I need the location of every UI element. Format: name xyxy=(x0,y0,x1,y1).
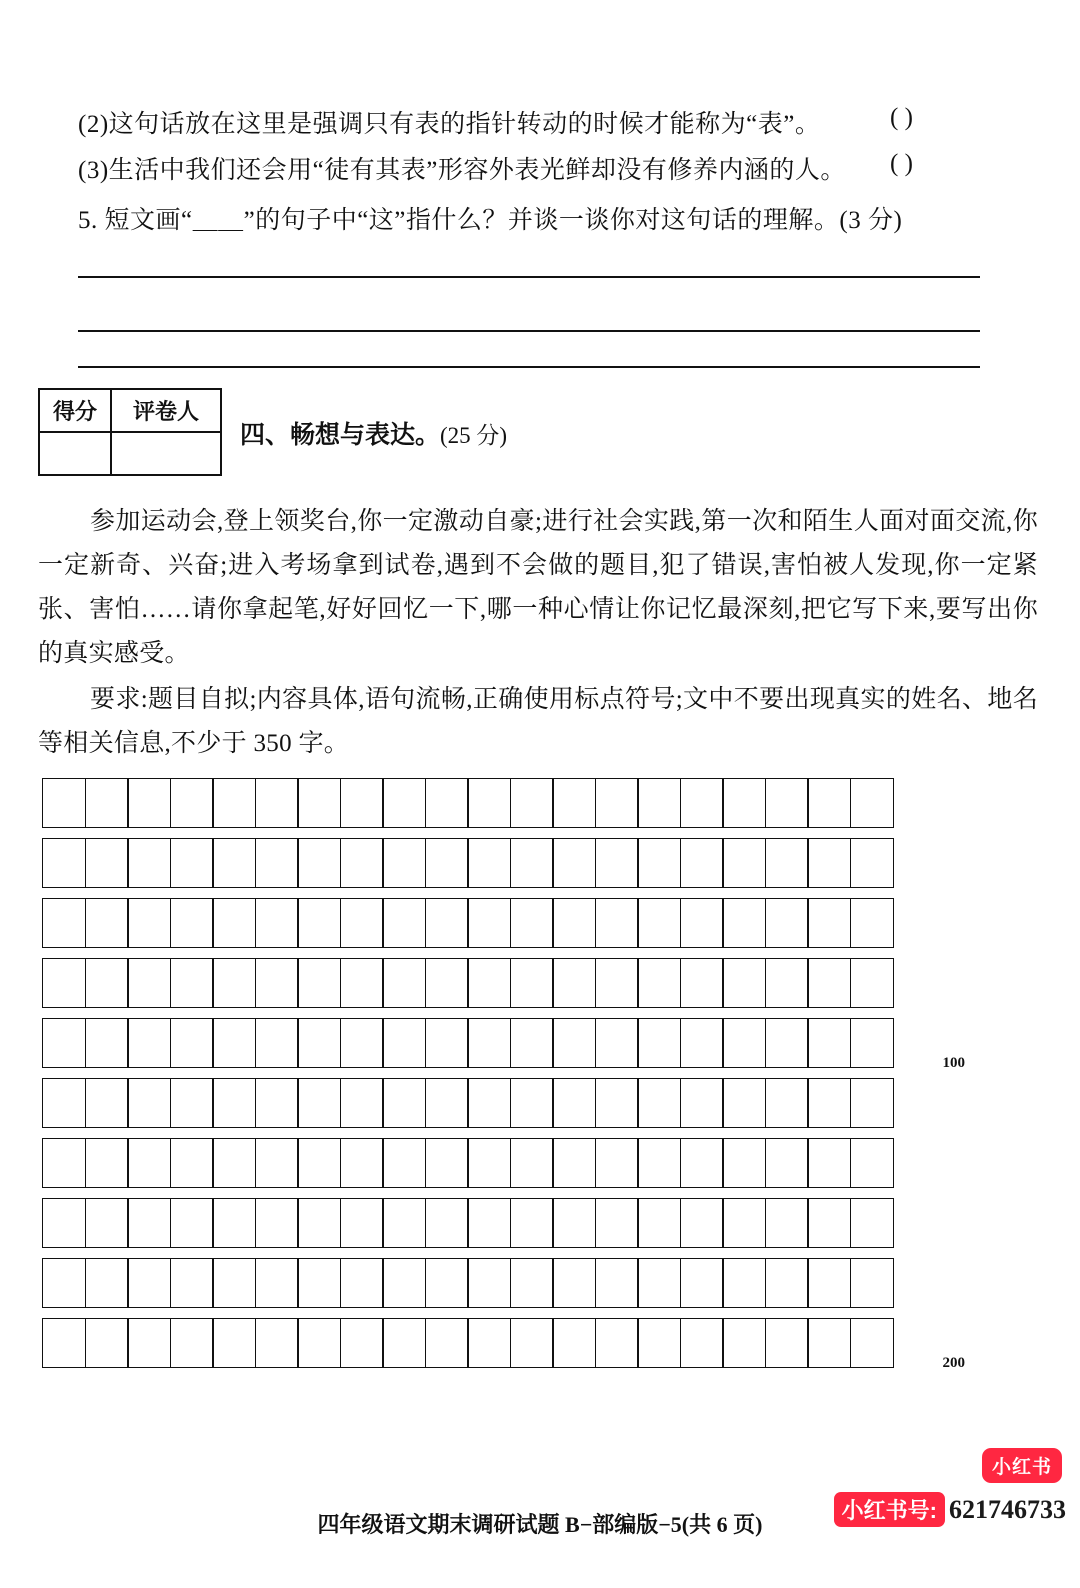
writing-grid-cell[interactable] xyxy=(170,1138,214,1188)
writing-grid-cell[interactable] xyxy=(382,1018,426,1068)
writing-grid-cell[interactable] xyxy=(510,838,554,888)
writing-grid-cell[interactable] xyxy=(382,1138,426,1188)
writing-grid-cell[interactable] xyxy=(680,1078,724,1128)
writing-grid-cell[interactable] xyxy=(467,958,511,1008)
writing-grid-cell[interactable] xyxy=(467,1018,511,1068)
writing-grid-cell[interactable] xyxy=(765,1318,809,1368)
writing-grid[interactable] xyxy=(42,778,968,1371)
writing-grid-cell[interactable] xyxy=(42,1078,86,1128)
writing-grid-cell[interactable] xyxy=(595,958,639,1008)
writing-grid-cell[interactable] xyxy=(255,1078,299,1128)
writing-grid-cell[interactable] xyxy=(765,1258,809,1308)
writing-grid-cell[interactable] xyxy=(127,778,171,828)
xiaohongshu-id-tag: 小红书号: xyxy=(834,1492,945,1527)
writing-grid-cell[interactable] xyxy=(680,1138,724,1188)
writing-grid-cell[interactable] xyxy=(170,838,214,888)
writing-grid-cell[interactable] xyxy=(850,838,894,888)
writing-grid-cell[interactable] xyxy=(382,958,426,1008)
section-title xyxy=(240,415,507,451)
writing-grid-cell[interactable] xyxy=(552,898,596,948)
writing-grid-cell[interactable] xyxy=(127,838,171,888)
page-footer: 四年级语文期末调研试题 B−部编版−5(共 6 页) xyxy=(317,1512,763,1537)
writing-grid-cell[interactable] xyxy=(85,778,129,828)
xiaohongshu-id-number: 621746733 xyxy=(949,1495,1066,1524)
writing-grid-cell[interactable] xyxy=(807,1078,851,1128)
writing-grid-cell[interactable] xyxy=(807,1138,851,1188)
writing-grid-cell[interactable] xyxy=(680,898,724,948)
writing-grid-cell[interactable] xyxy=(595,1138,639,1188)
writing-grid-row[interactable] xyxy=(42,1258,968,1308)
writing-grid-cell[interactable] xyxy=(340,838,384,888)
prompt-paragraph-2: 要求:题目自拟;内容具体,语句流畅,正确使用标点符号;文中不要出现真实的姓名、地名等相关信息,不少于 350 字。 xyxy=(38,686,1038,757)
writing-grid-cell[interactable] xyxy=(552,838,596,888)
writing-grid-cell[interactable] xyxy=(722,898,766,948)
writing-grid-cell[interactable] xyxy=(680,838,724,888)
writing-grid-cell[interactable] xyxy=(425,898,469,948)
writing-grid-cell[interactable] xyxy=(722,958,766,1008)
writing-grid-cell[interactable] xyxy=(510,1078,554,1128)
writing-grid-cell[interactable] xyxy=(255,898,299,948)
writing-grid-cell[interactable] xyxy=(127,1018,171,1068)
writing-grid-count-label: 200 xyxy=(942,1355,965,1371)
writing-grid-cell[interactable] xyxy=(510,1258,554,1308)
writing-grid-cell[interactable] xyxy=(127,958,171,1008)
writing-grid-cell[interactable] xyxy=(595,1198,639,1248)
writing-grid-cell[interactable] xyxy=(680,1258,724,1308)
writing-grid-cell[interactable] xyxy=(510,1198,554,1248)
writing-grid-cell[interactable] xyxy=(255,1258,299,1308)
writing-grid-cell[interactable] xyxy=(722,1138,766,1188)
writing-grid-cell[interactable] xyxy=(212,1318,256,1368)
writing-grid-cell[interactable] xyxy=(722,1078,766,1128)
writing-grid-cell[interactable] xyxy=(467,898,511,948)
writing-grid-cell[interactable] xyxy=(212,1138,256,1188)
writing-grid-cell[interactable] xyxy=(850,1138,894,1188)
prompt-paragraph-1: 参加运动会,登上领奖台,你一定激动自豪;进行社会实践,第一次和陌生人面对面交流,你一定新奇、兴奋;进入考场拿到试卷,遇到不会做的题目,犯了错误,害怕被人发现,你一定紧张、害怕……请你拿起笔,好好回忆一下,哪一种心情让你记忆最深刻,把它写下来,要写出你的真实感受。 xyxy=(38,508,1038,667)
writing-grid-cell[interactable] xyxy=(807,1018,851,1068)
writing-grid-cell[interactable] xyxy=(467,1078,511,1128)
writing-grid-cell[interactable] xyxy=(510,778,554,828)
writing-grid-cell[interactable] xyxy=(637,1018,681,1068)
score-box-header-row xyxy=(40,390,220,433)
writing-grid-cell[interactable] xyxy=(552,1318,596,1368)
writing-grid-cell[interactable] xyxy=(85,1138,129,1188)
writing-grid-cell[interactable] xyxy=(255,1318,299,1368)
writing-grid-cell[interactable] xyxy=(297,958,341,1008)
writing-grid-cell[interactable] xyxy=(85,898,129,948)
writing-grid-cell[interactable] xyxy=(127,898,171,948)
writing-grid-cell[interactable] xyxy=(595,898,639,948)
writing-grid-cell[interactable] xyxy=(722,838,766,888)
writing-grid-cell[interactable] xyxy=(212,1018,256,1068)
writing-grid-row[interactable] xyxy=(42,778,968,828)
writing-grid-cell[interactable] xyxy=(42,838,86,888)
writing-grid-cell[interactable] xyxy=(425,1318,469,1368)
question-3-answer-paren: ( ) xyxy=(890,150,913,177)
writing-grid-cell[interactable] xyxy=(637,778,681,828)
writing-grid-cell[interactable] xyxy=(637,1318,681,1368)
writing-grid-cell[interactable] xyxy=(722,778,766,828)
writing-grid-cell[interactable] xyxy=(467,778,511,828)
writing-grid-cell[interactable] xyxy=(850,1018,894,1068)
writing-grid-cell[interactable] xyxy=(637,958,681,1008)
writing-grid-cell[interactable] xyxy=(807,1318,851,1368)
writing-grid-cell[interactable] xyxy=(425,1078,469,1128)
writing-grid-cell[interactable] xyxy=(850,778,894,828)
writing-grid-cell[interactable] xyxy=(765,1198,809,1248)
writing-grid-cell[interactable] xyxy=(467,1198,511,1248)
writing-grid-cell[interactable] xyxy=(85,1198,129,1248)
writing-grid-cell[interactable] xyxy=(42,898,86,948)
writing-grid-cell[interactable] xyxy=(85,1078,129,1128)
writing-grid-cell[interactable] xyxy=(85,838,129,888)
answer-line-1 xyxy=(78,276,980,278)
writing-grid-cell[interactable] xyxy=(510,1318,554,1368)
xiaohongshu-id xyxy=(834,1492,1066,1527)
writing-grid-cell[interactable] xyxy=(637,838,681,888)
writing-grid-cell[interactable] xyxy=(212,1078,256,1128)
writing-grid-cell[interactable] xyxy=(467,1138,511,1188)
writing-grid-cell[interactable] xyxy=(340,1258,384,1308)
writing-grid-cell[interactable] xyxy=(765,838,809,888)
question-3-text: (3)生活中我们还会用“徒有其表”形容外表光鲜却没有修养内涵的人。 xyxy=(78,157,846,184)
writing-grid-cell[interactable] xyxy=(85,1318,129,1368)
writing-grid-cell[interactable] xyxy=(340,1138,384,1188)
writing-grid-cell[interactable] xyxy=(595,838,639,888)
writing-grid-cell[interactable] xyxy=(42,1198,86,1248)
writing-grid-cell[interactable] xyxy=(382,898,426,948)
score-label: 得分 xyxy=(40,390,112,431)
writing-grid-cell[interactable] xyxy=(85,1018,129,1068)
writing-grid-cell[interactable] xyxy=(212,838,256,888)
writing-grid-cell[interactable] xyxy=(425,1138,469,1188)
writing-grid-cell[interactable] xyxy=(850,1258,894,1308)
writing-grid-cell[interactable] xyxy=(382,838,426,888)
writing-grid-cell[interactable] xyxy=(297,1318,341,1368)
question-2-answer-paren: ( ) xyxy=(890,104,913,131)
writing-grid-cell[interactable] xyxy=(340,1318,384,1368)
writing-grid-cell[interactable] xyxy=(255,838,299,888)
writing-grid-cell[interactable] xyxy=(467,838,511,888)
writing-grid-cell[interactable] xyxy=(127,1318,171,1368)
writing-grid-cell[interactable] xyxy=(42,1258,86,1308)
writing-grid-cell[interactable] xyxy=(170,1198,214,1248)
writing-grid-cell[interactable] xyxy=(382,1318,426,1368)
writing-grid-cell[interactable] xyxy=(212,898,256,948)
writing-grid-cell[interactable] xyxy=(637,1138,681,1188)
writing-grid-cell[interactable] xyxy=(510,898,554,948)
writing-grid-cell[interactable] xyxy=(765,958,809,1008)
writing-grid-cell[interactable] xyxy=(42,778,86,828)
writing-grid-cell[interactable] xyxy=(850,1318,894,1368)
writing-grid-cell[interactable] xyxy=(552,1258,596,1308)
writing-grid-cell[interactable] xyxy=(510,1018,554,1068)
writing-grid-cell[interactable] xyxy=(340,1198,384,1248)
writing-grid-cell[interactable] xyxy=(127,1138,171,1188)
writing-grid-cell[interactable] xyxy=(340,1078,384,1128)
writing-grid-cell[interactable] xyxy=(552,1078,596,1128)
section-points: (25 分) xyxy=(440,423,508,448)
writing-grid-cell[interactable] xyxy=(425,1018,469,1068)
writing-grid-row[interactable] xyxy=(42,898,968,948)
writing-grid-cell[interactable] xyxy=(850,1078,894,1128)
writing-grid-cell[interactable] xyxy=(42,958,86,1008)
writing-grid-cell[interactable] xyxy=(552,958,596,1008)
writing-grid-cell[interactable] xyxy=(212,778,256,828)
score-box xyxy=(38,388,222,476)
writing-grid-cell[interactable] xyxy=(680,1318,724,1368)
writing-grid-cell[interactable] xyxy=(297,1078,341,1128)
writing-grid-cell[interactable] xyxy=(85,958,129,1008)
writing-grid-cell[interactable] xyxy=(680,778,724,828)
writing-grid-cell[interactable] xyxy=(807,898,851,948)
writing-grid-cell[interactable] xyxy=(255,958,299,1008)
writing-grid-cell[interactable] xyxy=(680,958,724,1008)
writing-grid-cell[interactable] xyxy=(212,958,256,1008)
writing-grid-cell[interactable] xyxy=(552,1198,596,1248)
writing-grid-cell[interactable] xyxy=(807,958,851,1008)
writing-grid-cell[interactable] xyxy=(255,778,299,828)
writing-grid-cell[interactable] xyxy=(85,1258,129,1308)
writing-grid-cell[interactable] xyxy=(552,1018,596,1068)
writing-grid-cell[interactable] xyxy=(297,1198,341,1248)
writing-grid-cell[interactable] xyxy=(340,778,384,828)
writing-grid-cell[interactable] xyxy=(382,1078,426,1128)
writing-grid-cell[interactable] xyxy=(170,1018,214,1068)
writing-grid-cell[interactable] xyxy=(297,1138,341,1188)
writing-grid-cell[interactable] xyxy=(127,1078,171,1128)
writing-grid-cell[interactable] xyxy=(127,1198,171,1248)
writing-grid-cell[interactable] xyxy=(297,1018,341,1068)
writing-grid-cell[interactable] xyxy=(297,898,341,948)
writing-grid-cell[interactable] xyxy=(637,898,681,948)
writing-grid-cell[interactable] xyxy=(382,1198,426,1248)
writing-grid-row[interactable] xyxy=(42,1078,968,1128)
writing-grid-cell[interactable] xyxy=(510,1138,554,1188)
writing-grid-cell[interactable] xyxy=(595,778,639,828)
writing-grid-cell[interactable] xyxy=(850,898,894,948)
writing-grid-cell[interactable] xyxy=(170,1258,214,1308)
xiaohongshu-badge: 小红书 xyxy=(982,1448,1062,1483)
question-2-text: (2)这句话放在这里是强调只有表的指针转动的时候才能称为“表”。 xyxy=(78,111,821,138)
writing-grid-cell[interactable] xyxy=(722,1318,766,1368)
score-box-value-row xyxy=(40,433,220,474)
writing-grid-cell[interactable] xyxy=(722,1018,766,1068)
writing-grid-cell[interactable] xyxy=(595,1318,639,1368)
answer-line-2 xyxy=(78,330,980,332)
writing-grid-cell[interactable] xyxy=(850,958,894,1008)
grader-label: 评卷人 xyxy=(132,399,199,424)
writing-grid-cell[interactable] xyxy=(765,778,809,828)
writing-grid-cell[interactable] xyxy=(680,1018,724,1068)
writing-grid-cell[interactable] xyxy=(42,1318,86,1368)
writing-grid-row[interactable] xyxy=(42,1198,968,1248)
writing-grid-cell[interactable] xyxy=(425,1258,469,1308)
writing-grid-cell[interactable] xyxy=(765,1078,809,1128)
writing-grid-cell[interactable] xyxy=(255,1138,299,1188)
grader-value[interactable] xyxy=(112,433,220,474)
writing-grid-row[interactable] xyxy=(42,958,968,1008)
writing-grid-cell[interactable] xyxy=(765,1138,809,1188)
writing-grid-cell[interactable] xyxy=(340,958,384,1008)
writing-grid-cell[interactable] xyxy=(595,1258,639,1308)
writing-grid-cell[interactable] xyxy=(170,1318,214,1368)
writing-grid-row[interactable] xyxy=(42,1318,968,1371)
writing-grid-row[interactable] xyxy=(42,838,968,888)
writing-grid-cell[interactable] xyxy=(680,1198,724,1248)
writing-grid-cell[interactable] xyxy=(212,1198,256,1248)
writing-grid-cell[interactable] xyxy=(765,898,809,948)
writing-grid-cell[interactable] xyxy=(510,958,554,1008)
writing-grid-cell[interactable] xyxy=(850,1198,894,1248)
answer-line-3 xyxy=(78,366,980,368)
writing-grid-cell[interactable] xyxy=(722,1258,766,1308)
writing-grid-cell[interactable] xyxy=(637,1258,681,1308)
writing-grid-cell[interactable] xyxy=(807,778,851,828)
writing-grid-row[interactable] xyxy=(42,1138,968,1188)
writing-grid-cell[interactable] xyxy=(552,778,596,828)
writing-grid-cell[interactable] xyxy=(425,778,469,828)
writing-grid-cell[interactable] xyxy=(807,1198,851,1248)
score-value[interactable] xyxy=(40,433,112,474)
writing-grid-cell[interactable] xyxy=(722,1198,766,1248)
writing-grid-cell[interactable] xyxy=(170,1078,214,1128)
writing-grid-cell[interactable] xyxy=(382,1258,426,1308)
writing-grid-cell[interactable] xyxy=(425,838,469,888)
writing-grid-count-label: 100 xyxy=(942,1055,965,1071)
writing-grid-cell[interactable] xyxy=(637,1078,681,1128)
writing-grid-cell[interactable] xyxy=(765,1018,809,1068)
writing-grid-cell[interactable] xyxy=(297,1258,341,1308)
writing-grid-cell[interactable] xyxy=(595,1078,639,1128)
writing-grid-cell[interactable] xyxy=(170,958,214,1008)
writing-grid-cell[interactable] xyxy=(425,958,469,1008)
writing-grid-row[interactable] xyxy=(42,1018,968,1071)
writing-grid-cell[interactable] xyxy=(170,778,214,828)
question-5-text: 5. 短文画“＿＿”的句子中“这”指什么？并谈一谈你对这句话的理解。(3 分) xyxy=(78,207,903,234)
writing-grid-cell[interactable] xyxy=(127,1258,171,1308)
writing-grid-cell[interactable] xyxy=(255,1198,299,1248)
writing-grid-cell[interactable] xyxy=(42,1018,86,1068)
writing-grid-cell[interactable] xyxy=(807,1258,851,1308)
writing-grid-cell[interactable] xyxy=(212,1258,256,1308)
writing-grid-cell[interactable] xyxy=(552,1138,596,1188)
writing-grid-cell[interactable] xyxy=(297,838,341,888)
writing-grid-cell[interactable] xyxy=(170,898,214,948)
writing-grid-cell[interactable] xyxy=(255,1018,299,1068)
writing-grid-cell[interactable] xyxy=(297,778,341,828)
writing-grid-cell[interactable] xyxy=(637,1198,681,1248)
writing-grid-cell[interactable] xyxy=(807,838,851,888)
writing-grid-cell[interactable] xyxy=(425,1198,469,1248)
writing-grid-cell[interactable] xyxy=(467,1258,511,1308)
writing-grid-cell[interactable] xyxy=(595,1018,639,1068)
writing-grid-cell[interactable] xyxy=(382,778,426,828)
writing-grid-cell[interactable] xyxy=(467,1318,511,1368)
writing-grid-cell[interactable] xyxy=(340,898,384,948)
section-title-text: 四、畅想与表达。 xyxy=(240,422,441,449)
writing-grid-cell[interactable] xyxy=(340,1018,384,1068)
writing-grid-cell[interactable] xyxy=(42,1138,86,1188)
